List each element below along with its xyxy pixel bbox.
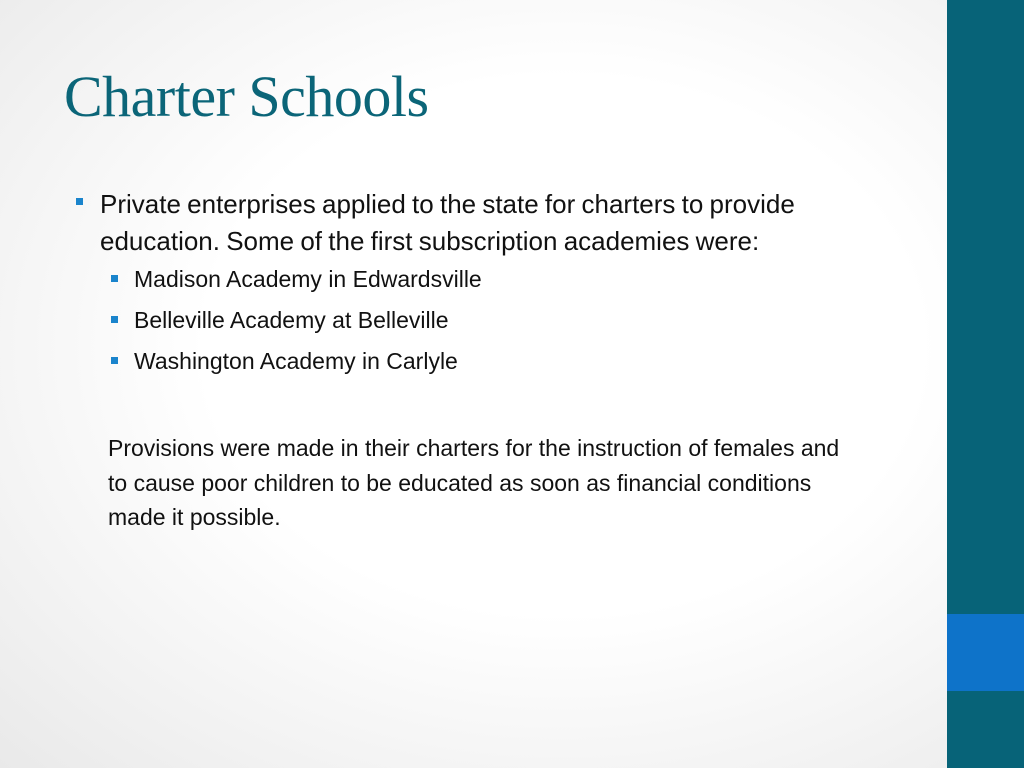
side-accent-block xyxy=(947,614,1024,691)
sub-bullet-text: Belleville Academy at Belleville xyxy=(134,307,449,333)
slide-title: Charter Schools xyxy=(64,64,429,129)
sub-bullet-list xyxy=(76,264,916,376)
bullet-item xyxy=(76,186,916,260)
square-bullet-icon xyxy=(111,275,118,282)
sub-bullet-text: Madison Academy in Edwardsville xyxy=(134,266,482,292)
slide-content xyxy=(76,186,916,387)
sub-bullet-item xyxy=(76,346,916,376)
body-paragraph: Provisions were made in their charters for the instruction of females and to cause poor children to be educated as soon as financial conditions made it possible. xyxy=(108,435,840,530)
sub-bullet-text: Washington Academy in Carlyle xyxy=(134,348,458,374)
square-bullet-icon xyxy=(76,198,83,205)
square-bullet-icon xyxy=(111,357,118,364)
square-bullet-icon xyxy=(111,316,118,323)
sub-bullet-item xyxy=(76,305,916,335)
sub-bullet-item xyxy=(76,264,916,294)
bullet-text: Private enterprises applied to the state for charters to provide education. Some of the first subscription academies were: xyxy=(100,189,795,256)
